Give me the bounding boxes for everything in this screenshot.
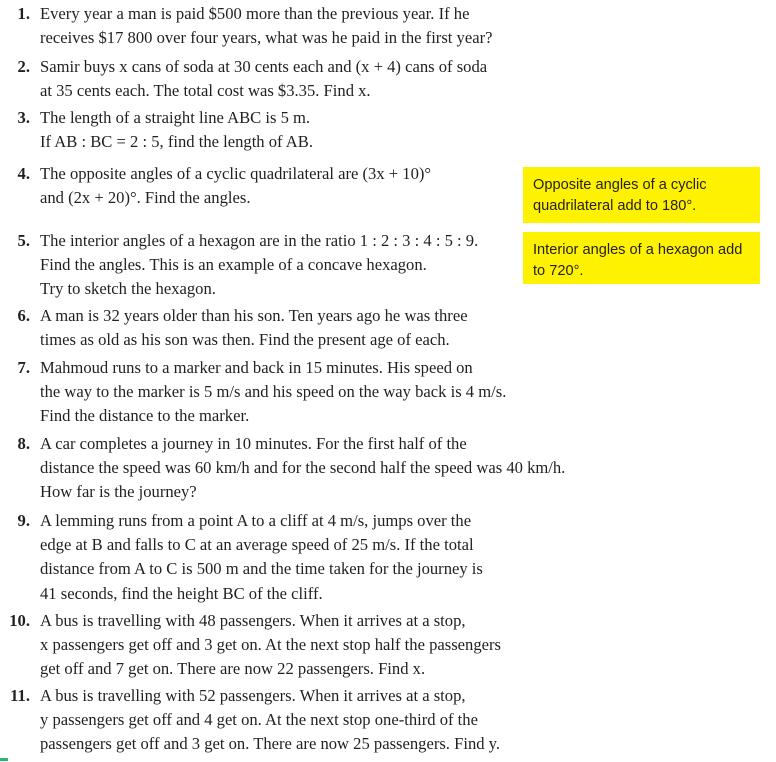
question-line: A lemming runs from a point A to a cliff at 4 m/s, jumps over the [40,511,472,530]
question-line: The length of a straight line ABC is 5 m. [40,108,311,127]
question-line: If AB : BC = 2 : 5, find the length of AB. [40,132,314,152]
question-line: A bus is travelling with 48 passengers. When it arrives at a stop, [40,611,466,630]
question-number: 11. [10,686,30,705]
question-line: A car completes a journey in 10 minutes. For the first half of the [40,434,467,453]
question-line: The interior angles of a hexagon are in the ratio 1 : 2 : 3 : 4 : 5 : 9. [40,231,479,250]
hint-line: quadrilateral add to 180°. [533,197,697,214]
question-line: Find the distance to the marker. [40,406,250,426]
question-line: Try to sketch the hexagon. [40,279,216,299]
question-line: get off and 7 get on. There are now 22 passengers. Find x. [40,659,426,679]
hint-line: Opposite angles of a cyclic [533,177,707,193]
hint-cyclic-quadrilateral [523,167,760,223]
question-line: times as old as his son was then. Find the present age of each. [40,330,450,350]
question-number: 6. [17,306,30,325]
question-line: Mahmoud runs to a marker and back in 15 minutes. His speed on [40,358,473,377]
question-line: A bus is travelling with 52 passengers. When it arrives at a stop, [40,686,466,705]
question-line: Every year a man is paid $500 more than the previous year. If he [40,4,470,23]
question-line: How far is the journey? [40,482,197,502]
question-line: distance from A to C is 500 m and the time taken for the journey is [40,559,483,579]
question-line: x passengers get off and 3 get on. At the next stop half the passengers [40,635,501,655]
question-line: the way to the marker is 5 m/s and his speed on the way back is 4 m/s. [40,382,507,402]
question-number: 5. [17,231,30,250]
question-line: A man is 32 years older than his son. Ten years ago he was three [40,306,468,325]
hint-hexagon [523,232,760,284]
question-line: 41 seconds, find the height BC of the cliff. [40,583,323,603]
question-line: The opposite angles of a cyclic quadrilateral are (3x + 10)° [40,164,432,183]
question-number: 9. [17,511,30,530]
question-number: 1. [17,4,30,23]
question-number: 4. [17,164,30,183]
page-edge-marker [0,758,8,761]
question-line: Find the angles. This is an example of a concave hexagon. [40,255,427,275]
question-line: receives $17 800 over four years, what was he paid in the first year? [40,28,493,48]
question-line: y passengers get off and 4 get on. At the next stop one-third of the [40,710,478,730]
question-line: edge at B and falls to C at an average speed of 25 m/s. If the total [40,535,474,555]
hint-line: to 720°. [533,262,584,279]
question-line: at 35 cents each. The total cost was $3.35. Find x. [40,81,371,101]
question-line: Samir buys x cans of soda at 30 cents each and (x + 4) cans of soda [40,57,488,76]
question-number: 10. [9,611,30,630]
question-line: and (2x + 20)°. Find the angles. [40,188,251,208]
hint-line: Interior angles of a hexagon add [533,242,743,258]
question-number: 7. [17,358,30,377]
question-number: 8. [17,434,30,453]
question-line: passengers get off and 3 get on. There are now 25 passengers. Find y. [40,734,501,754]
question-number: 3. [17,108,30,127]
question-number: 2. [17,57,30,76]
question-line: distance the speed was 60 km/h and for the second half the speed was 40 km/h. [40,458,566,478]
